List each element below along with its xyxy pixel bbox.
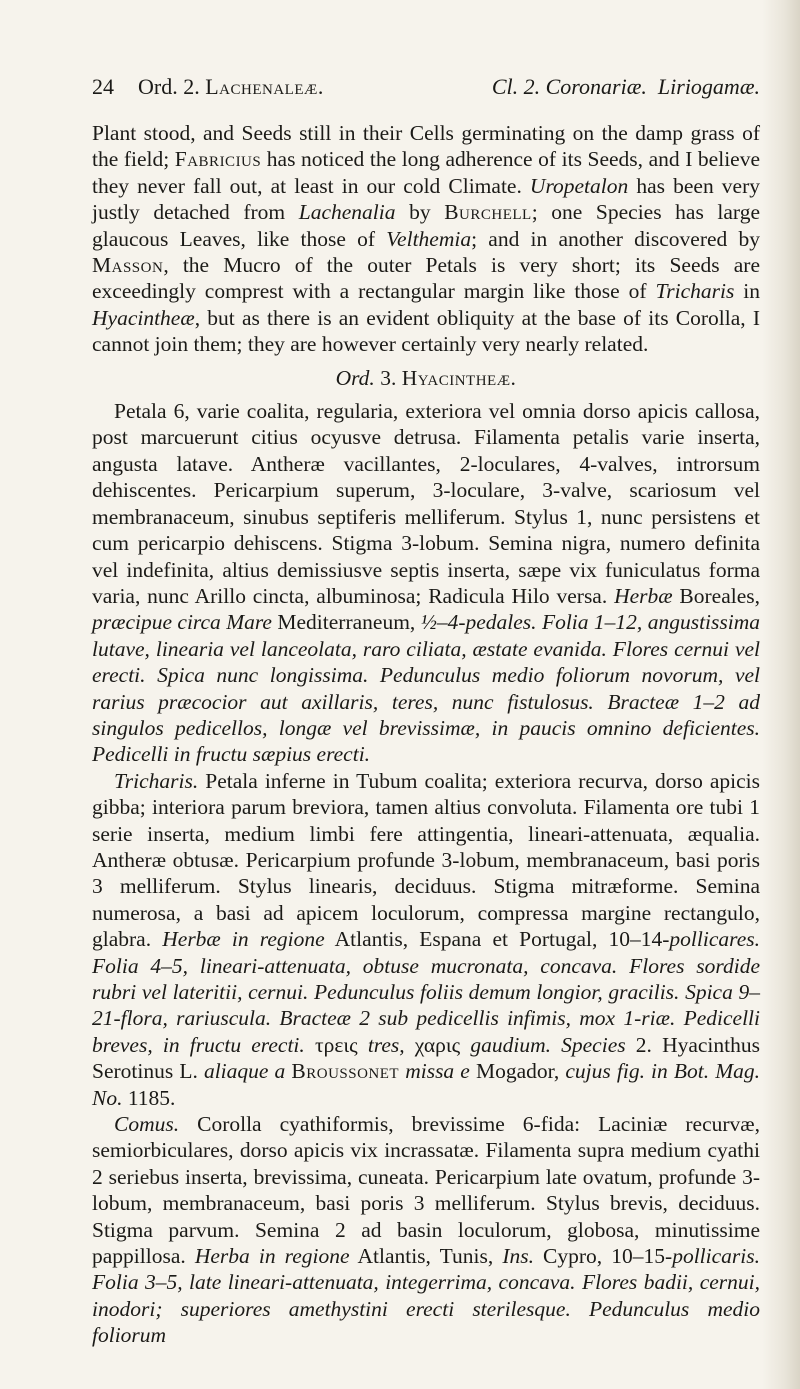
- text-run: by: [395, 200, 445, 225]
- italic-run: Herbæ in regione: [162, 927, 325, 952]
- text-run: Plant stood, and Seeds still in their Cells germinating on the damp grass of the field;: [92, 121, 760, 172]
- text-run: , the Mucro of the outer Petals is very short; its Seeds are exceedingly comprest with a rectangular margin like those of: [92, 253, 760, 304]
- text-run: Mediterraneum,: [271, 610, 421, 635]
- text-run: Cypro, 10–15-: [533, 1244, 673, 1269]
- header-left: [92, 74, 324, 100]
- genus-name: Tricharis: [655, 279, 735, 304]
- text-run: χαρις: [404, 1032, 471, 1057]
- author-name: Masson: [92, 253, 164, 278]
- class-name: Coronariæ.: [545, 74, 647, 99]
- author-name: Burchell: [444, 200, 532, 225]
- italic-run: cujus fig. in Bot. Mag. No.: [92, 1059, 761, 1110]
- italic-run: missa e: [399, 1059, 470, 1084]
- genus-name: Uropetalon: [529, 173, 629, 198]
- class-number: Cl. 2.: [491, 74, 541, 99]
- italic-run: Ins.: [502, 1244, 534, 1269]
- class-label: [492, 74, 760, 100]
- text-run: has noticed the long adherence of its Seeds, and I believe they never fall out, at least in our cold Climate.: [92, 147, 761, 198]
- italic-run: præcipue circa Mare: [92, 610, 272, 635]
- book-page: [92, 74, 760, 1349]
- text-run: τρεις: [304, 1032, 368, 1057]
- page-number: 24: [92, 74, 114, 99]
- italic-run: Herba in regione: [194, 1244, 350, 1269]
- text-run: has been very justly detached from: [92, 173, 760, 225]
- text-run: Corolla cyathiformis, brevissime 6-fida: Laciniæ recurvæ, semiorbiculares, dorso apicis vix incrassatæ. Filamenta supra medium cyathi 2 seriebus inserta, brevissima, cuneata. Pericarpium late ovatum, profunde 3-lobum, membranaceum, basi poris 3 melliferum. Stylus brevis, deciduus. Stigma parvum. Semina 2 ad basin loculorum, globosa, minutissime pappillosa.: [92, 1112, 760, 1269]
- order-name: Lachenaleæ.: [205, 74, 324, 99]
- text-run: Atlantis, Tunis,: [349, 1244, 503, 1269]
- text-run: in: [734, 279, 760, 304]
- heading-number: 3.: [380, 365, 397, 390]
- text-run: Atlantis, Espana et Portugal, 10–14-: [324, 927, 670, 952]
- page-edge-shadow: [762, 0, 800, 1389]
- paragraph-order-description: [92, 398, 760, 768]
- genus-name: Lachenalia: [298, 200, 396, 225]
- page-body: [92, 120, 760, 1349]
- text-run: Mogador,: [469, 1059, 566, 1084]
- text-run: Boreales,: [672, 583, 761, 608]
- paragraph-lachenaleae-note: [92, 120, 760, 358]
- italic-run: aliaque a: [203, 1059, 286, 1084]
- subclass-name: Liriogamæ.: [657, 74, 760, 99]
- author-name: Broussonet: [291, 1059, 400, 1084]
- italic-run: tres,: [367, 1032, 405, 1057]
- text-run: , but as there is an evident obliquity at the base of its Corolla, I cannot join them; they are however certainly very nearly related.: [92, 305, 760, 357]
- paragraph-tricharis: [92, 768, 760, 1111]
- text-run: 2. Hyacinthus Serotinus L.: [92, 1032, 760, 1084]
- order-number: Ord. 2.: [138, 74, 200, 99]
- italic-run: ½–4-pedales. Folia 1–12, angustissima lutave, linearia vel lanceolata, raro ciliata, æstate evanida. Flores cernui vel erecti. Spica nunc longissima. Pedunculus medio foliorum novorum, vel rarius præcocior aut axillaris, teres, nunc fistulosus. Bracteæ 1–2 ad singulos pedicellos, longæ vel brevissimæ, in paucis omnino deficientes. Pedicelli in fructu sæpius erecti.: [92, 610, 761, 767]
- heading-ord: Ord.: [335, 365, 375, 390]
- section-heading-hyacintheae: [92, 365, 760, 391]
- genus-name: Velthemia: [386, 226, 472, 251]
- text-run: ; and in another discovered by: [471, 226, 761, 251]
- running-header: [92, 74, 760, 100]
- text-run: 1185.: [122, 1085, 176, 1110]
- genus-heading: Tricharis.: [114, 768, 199, 793]
- text-run: Petala 6, varie coalita, regularia, exteriora vel omnia dorso apicis callosa, post marcuerunt citius ocyusve detrusa. Filamenta petalis varie inserta, angusta latave. Antheræ vacillantes, 2-loculares, 4-valves, introrsum dehiscentes. Pericarpium superum, 3-loculare, 3-valve, scariosum vel membranaceum, sinubus septiferis melliferum. Stylus 1, nunc persistens et cum pericarpio dehiscens. Stigma 3-lobum. Semina nigra, numero definita vel indefinita, altius demissiusve septis inserta, sæpe vix funiculatus forma varia, nunc Arillo cincta, albuminosa; Radicula Hilo versa.: [92, 399, 760, 608]
- italic-run: Herbæ: [614, 583, 673, 608]
- italic-run: pollicaris. Folia 3–5, late lineari-attenuata, integerrima, concava. Flores badii, cernui, inodori; superiores amethystini erecti sterilesque. Pedunculus medio foliorum: [92, 1244, 760, 1348]
- heading-name: Hyacintheæ.: [401, 365, 517, 390]
- italic-run: gaudium. Species: [470, 1032, 626, 1057]
- text-run: ; one Species has large glaucous Leaves, like those of: [92, 200, 760, 251]
- order-label: [138, 74, 324, 100]
- paragraph-comus: [92, 1111, 760, 1349]
- order-name: Hyacintheæ: [92, 305, 195, 330]
- genus-heading: Comus.: [114, 1112, 180, 1137]
- italic-run: pollicares. Folia 4–5, lineari-attenuata, obtuse mucronata, concava. Flores sordide rubri vel lateritii, cernui. Pedunculus foliis demum longior, gracilis. Spica 9–21-flora, rariuscula. Bracteæ 2 sub pedicellis infimis, mox 1-riæ. Pedicelli breves, in fructu erecti.: [92, 927, 760, 1057]
- author-name: Fabricius: [174, 147, 262, 172]
- text-run: Petala inferne in Tubum coalita; exteriora recurva, dorso apicis gibba; interiora parum breviora, tamen altius convoluta. Filamenta ore tubi 1 serie inserta, medium limbi fere attingentia, lineari-attenuata, æqualia. Antheræ obtusæ. Pericarpium profunde 3-lobum, membranaceum, basi poris 3 melliferum. Stylus linearis, deciduus. Stigma mitræforme. Semina numerosa, a basi ad apicem loculorum, compressa margine rectangulo, glabra.: [92, 768, 760, 952]
